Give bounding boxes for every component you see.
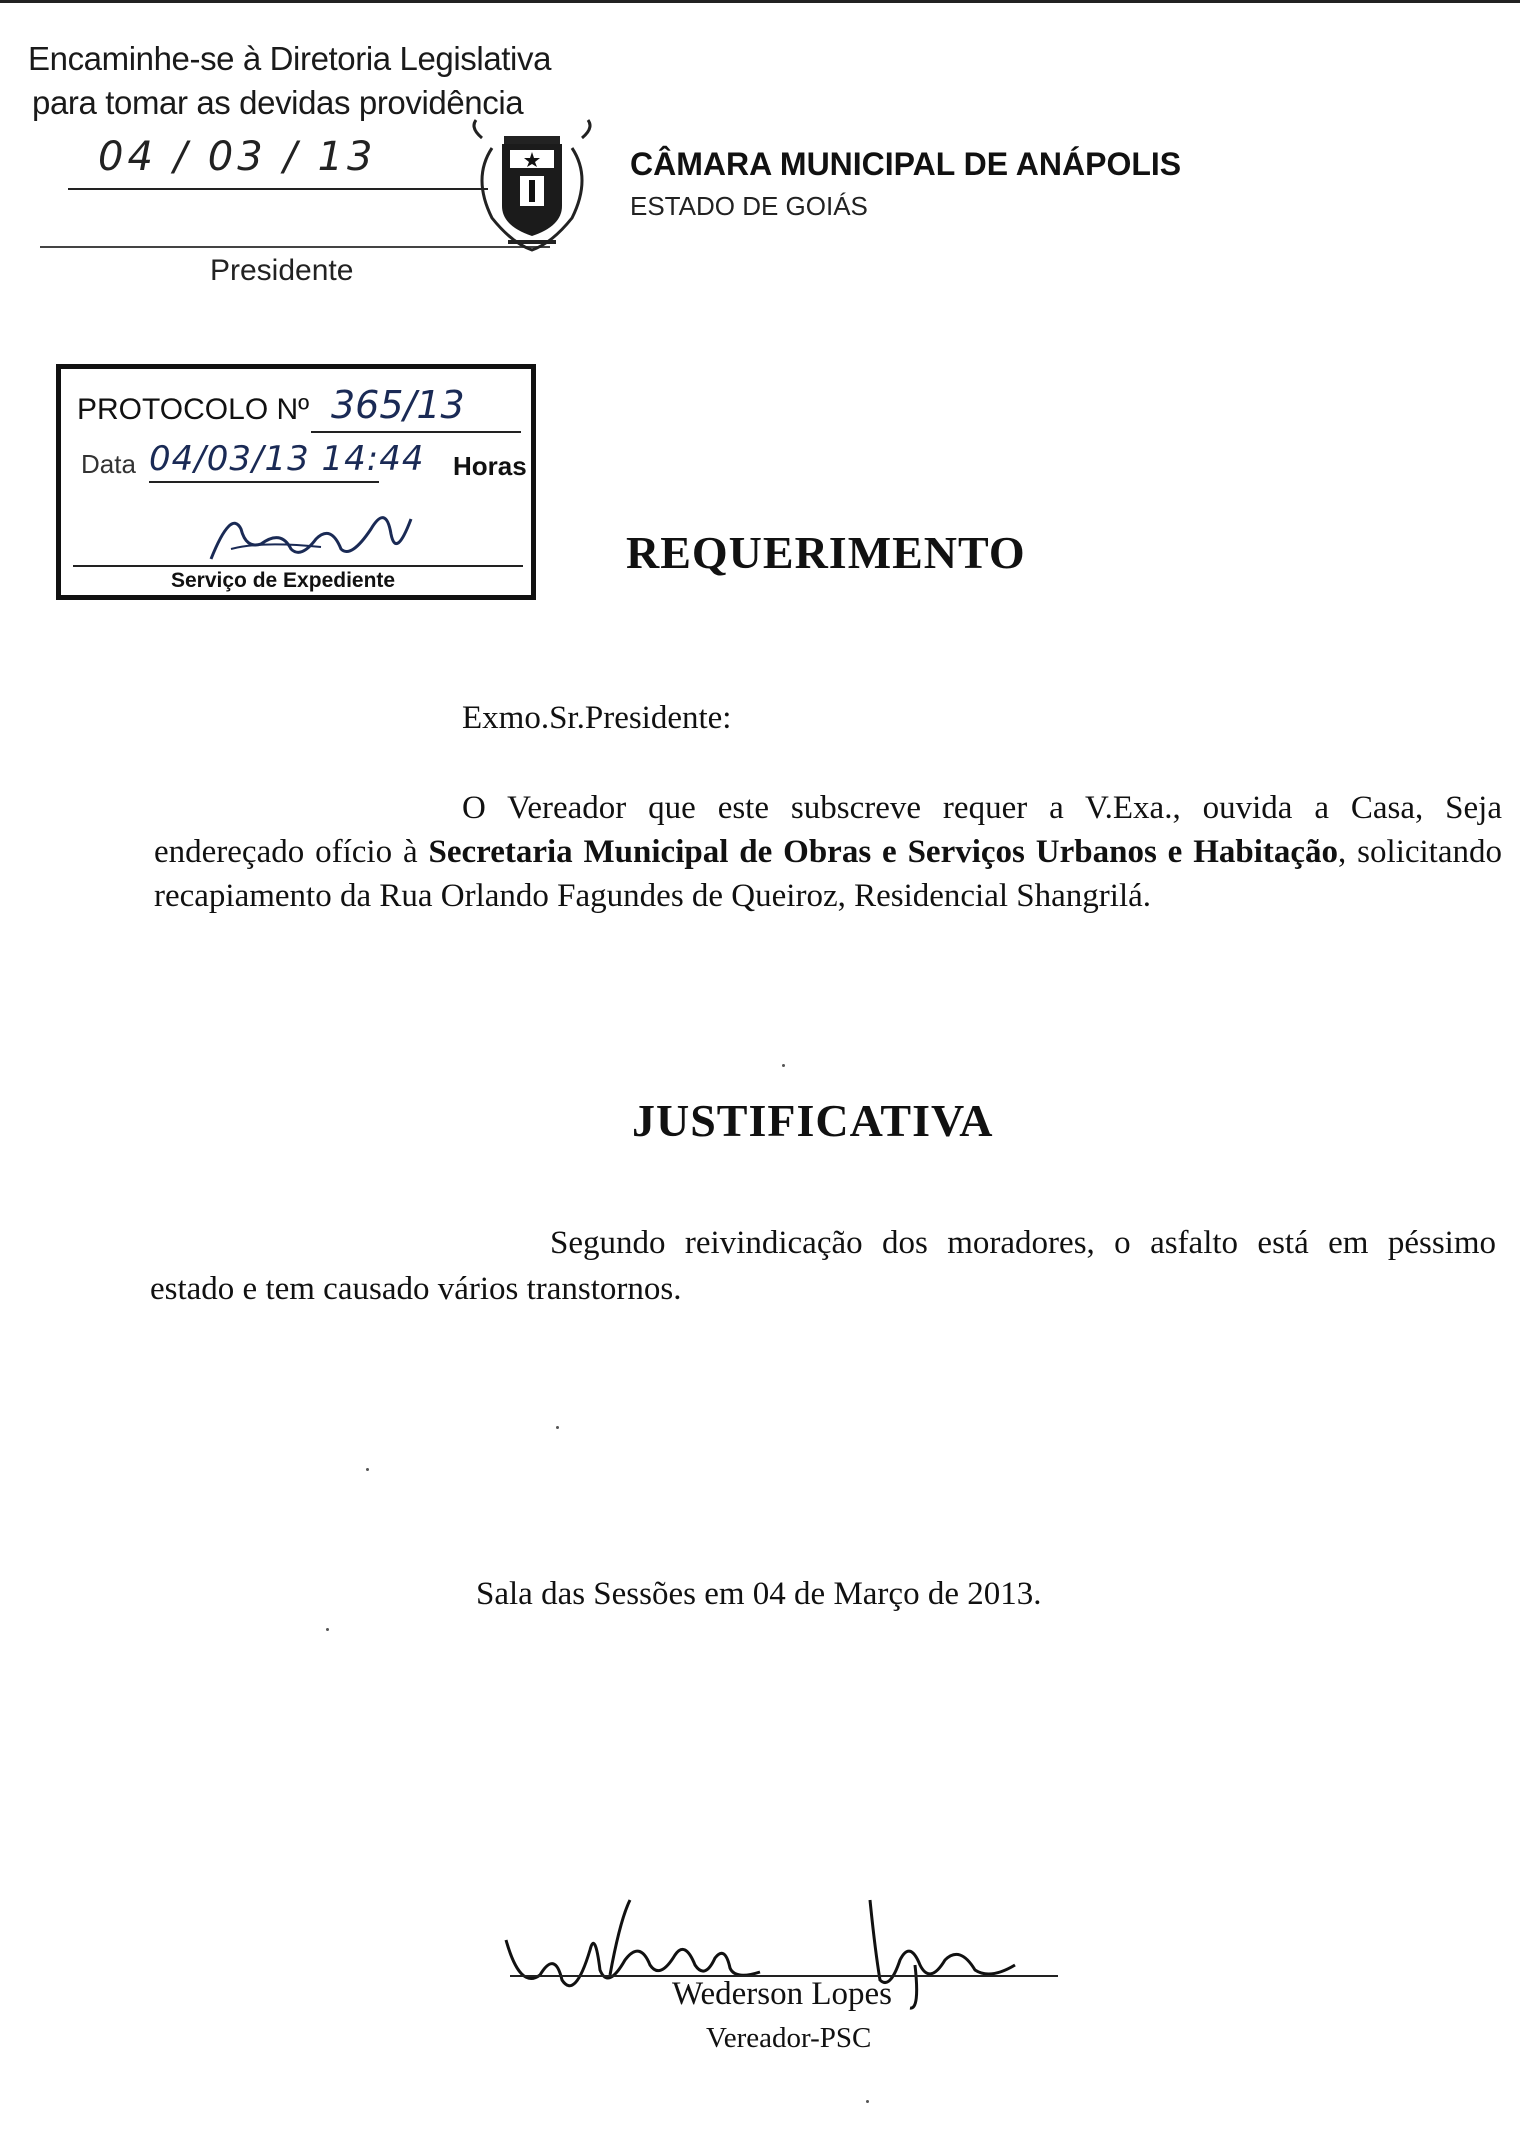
scan-speck — [866, 2100, 869, 2103]
organization-state: ESTADO DE GOIÁS — [630, 191, 868, 221]
dispatch-handwritten-date: 04 / 03 / 13 — [98, 134, 377, 180]
organization-header — [630, 146, 1181, 222]
request-body — [154, 786, 1502, 918]
protocol-date-line — [149, 481, 379, 483]
dispatch-date-line — [68, 188, 488, 190]
protocol-stamp — [56, 364, 536, 600]
request-body-part-2: , solicitando recapiamento da Rua Orlando Fagundes de Queiroz, Residencial Shangrilá. — [154, 834, 1502, 914]
scan-speck — [366, 1468, 369, 1471]
protocol-date-label: Data — [81, 449, 136, 479]
protocol-footer: Serviço de Expediente — [171, 569, 396, 592]
scan-speck — [556, 1426, 559, 1429]
request-body-bold: Secretaria Municipal de Obras e Serviços Urbanos e Habitação — [428, 834, 1339, 870]
closing-line: Sala das Sessões em 04 de Março de 2013. — [476, 1576, 1042, 1612]
coat-of-arms-icon — [462, 118, 602, 258]
signer-name: Wederson Lopes — [672, 1976, 893, 2012]
request-body-part-1: O Vereador que este subscreve requer a V.Exa., ouvida a Casa, Seja endereçado ofício à — [154, 790, 1502, 870]
dispatch-role: Presidente — [210, 254, 354, 287]
justification-body: Segundo reivindicação dos moradores, o asfalto está em péssimo estado e tem causado vários transtornos. — [150, 1225, 1496, 1307]
protocol-signature-line — [73, 565, 523, 567]
scan-speck — [782, 1064, 785, 1067]
protocol-number: 365/13 — [331, 383, 465, 427]
signer-role: Vereador-PSC — [706, 2022, 872, 2054]
protocol-number-line — [311, 431, 521, 433]
protocol-hours-label: Horas — [453, 451, 527, 481]
scan-speck — [326, 1628, 329, 1631]
top-border — [0, 0, 1520, 3]
salutation: Exmo.Sr.Presidente: — [462, 700, 732, 736]
dispatch-line-2: para tomar as devidas providência — [32, 84, 524, 121]
dispatch-line-1: Encaminhe-se à Diretoria Legislativa — [28, 40, 552, 77]
protocol-label: PROTOCOLO Nº — [77, 393, 310, 426]
organization-name: CÂMARA MUNICIPAL DE ANÁPOLIS — [630, 146, 1182, 182]
protocol-date-value: 04/03/13 14:44 — [149, 439, 425, 479]
request-title: REQUERIMENTO — [626, 527, 1026, 578]
justification-title: JUSTIFICATIVA — [632, 1095, 994, 1146]
